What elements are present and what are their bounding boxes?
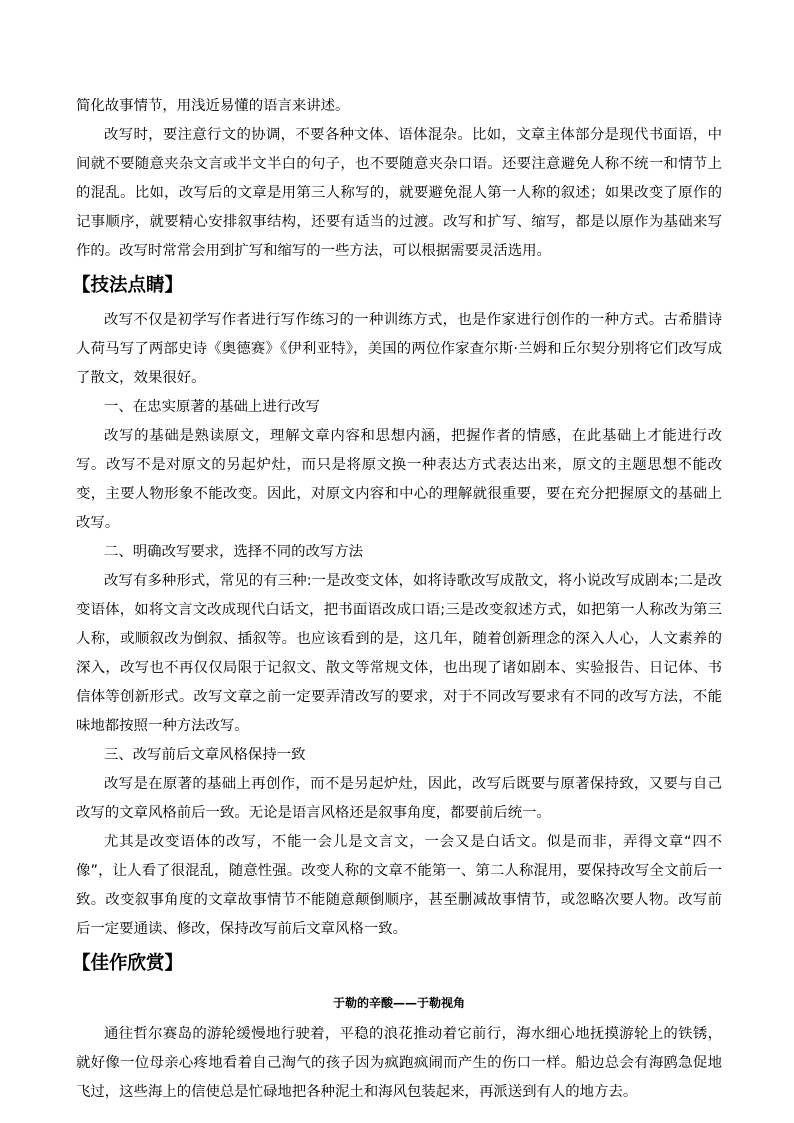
essay-paragraph: 通往哲尔赛岛的游轮缓慢地行驶着，平稳的浪花推动着它前行，海水细心地抚摸游轮上的铁锈，就好像一位母亲心疼地看着自己淘气的孩子因为疯跑疯闹而产生的伤口一样。船边总会有海鸥急促地飞过，这些海上的信使总是忙碌地把各种泥土和海风包装起来，再派送到有人的地方去。: [76, 1026, 722, 1100]
technique-item-1-body: 改写的基础是熟读原文，理解文章内容和思想内涵，把握作者的情感，在此基础上才能进行改写。改写不是对原文的另起炉灶，而只是将原文换一种表达方式表达出来，原文的主题思想不能改变，主要人物形象不能改变。因此，对原文内容和中心的理解就很重要，要在充分把握原文的基础上改写。: [76, 428, 722, 531]
intro-paragraph-tail: 简化故事情节，用浅近易懂的语言来讲述。: [76, 98, 350, 114]
intro-paragraph: 改写时，要注意行文的协调，不要各种文体、语体混杂。比如，文章主体部分是现代书面语，中间就不要随意夹杂文言或半文半白的句子，也不要随意夹杂口语。还要注意避免人称不统一和情节上的混乱。比如，改写后的文章是用第三人称写的，就要避免混人第一人称的叙述；如果改变了原作的记事顺序，就要精心安排叙事结构，还要有适当的过渡。改写和扩写、缩写，都是以原作为基础来写作的。改写时常常会用到扩写和缩写的一些方法，可以根据需要灵活选用。: [76, 127, 722, 259]
technique-item-2-body: 改写有多种形式，常见的有三种:一是改变文体，如将诗歌改写成散文，将小说改写成剧本;二是改变语体，如将文言文改成现代白话文，把书面语改成口语;三是改变叙述方式，如把第一人称改为第三人称，或顺叙改为倒叙、插叙等。也应该看到的是，这几年，随着创新理念的深入人心，人文素养的深入，改写也不再仅仅局限于记叙文、散文等常规文体，也出现了诸如剧本、实验报告、日记体、书信体等创新形式。改写文章之前一定要弄清改写的要求，对于不同改写要求有不同的改写方法，不能味地都按照一种方法改写。: [76, 573, 722, 734]
technique-item-3-title: 三、改写前后文章风格保持一致: [104, 747, 306, 763]
technique-item-3-body-1: 改写是在原著的基础上再创作，而不是另起炉灶，因此，改写后既要与原著保持致，又要与自己改写的文章风格前后一致。无论是语言风格还是叙事角度，都要前后统一。: [76, 776, 722, 821]
section-heading-appreciation: 【佳作欣赏】: [72, 953, 184, 974]
section-heading-techniques: 【技法点睛】: [72, 275, 184, 296]
essay-title: 于勒的辛酸——于勒视角: [332, 996, 465, 1010]
document-page: [72, 92, 722, 1107]
technique-item-1-title: 一、在忠实原著的基础上进行改写: [104, 399, 320, 415]
technique-item-2-title: 二、明确改写要求，选择不同的改写方法: [104, 544, 364, 560]
technique-item-3-body-2: 尤其是改变语体的改写，不能一会儿是文言文，一会又是白话文。似是而非，弄得文章“四不像”，让人看了很混乱，随意性强。改变人称的文章不能第一、第二人称混用，要保持改写全文前后一致。改变叙事角度的文章故事情节不能随意颠倒顺序，甚至删减故事情节，或忽略次要人物。改写前后一定要通读、修改，保持改写前后文章风格一致。: [76, 834, 722, 937]
techniques-intro-paragraph: 改写不仅是初学写作者进行写作练习的一种训练方式，也是作家进行创作的一种方式。古希腊诗人荷马写了两部史诗《奥德赛》《伊利亚特》，美国的两位作家查尔斯·兰姆和丘尔契分别将它们改写成了散文，效果很好。: [76, 312, 722, 386]
